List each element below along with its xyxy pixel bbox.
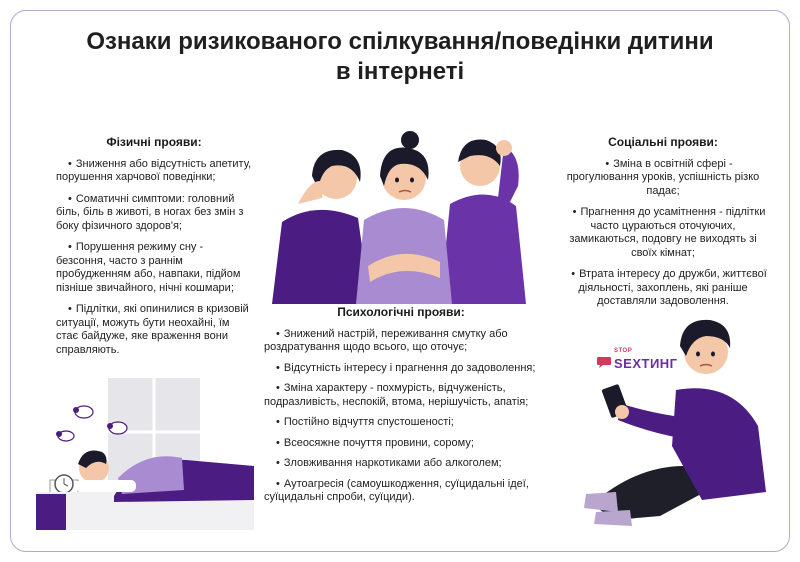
- social-list: [556, 158, 770, 309]
- alarm-clock-icon: [50, 475, 78, 494]
- physical-section: [56, 136, 252, 365]
- list-item: • Зміна характеру - похмурість, відчуженість, подразливість, неспокій, втома, нерішучість, апатія;: [264, 382, 529, 408]
- psychological-section: [264, 306, 538, 512]
- list-item: • Соматичні симптоми: головний біль, біль в животі, в ногах без змін з боку фізичного здоров'я;: [56, 192, 244, 232]
- boy-with-phone-illustration: [556, 316, 778, 530]
- list-item: • Підлітки, які опинилися в кризовій ситуації, можуть бути неохайні, їм стає байдуже, яке враження вони справляють.: [56, 303, 249, 356]
- list-item: • Аутоагресія (самоушкодження, суїцидальні ідеї, суїцидальні спроби, суїциди).: [264, 477, 529, 503]
- list-item: • Знижений настрій, переживання смутку або роздратування щодо всього, що оточує;: [264, 327, 508, 353]
- physical-heading: Фізичні прояви:: [106, 135, 202, 149]
- list-item: • Втрата інтересу до дружби, життєвої діяльності, захоплень, які раніше доставляли задоволення.: [571, 268, 767, 307]
- psychological-heading: Психологічні прояви:: [337, 305, 465, 319]
- list-item: • Всеосяжне почуття провини, сорому;: [276, 436, 474, 449]
- sleepless-boy-illustration: [36, 372, 254, 530]
- title-line-2: в інтернеті: [335, 58, 465, 85]
- psychological-list: [264, 328, 538, 505]
- three-girls-illustration: [272, 126, 542, 304]
- logo-name-text: SEXТИНГ: [614, 356, 678, 371]
- list-item: • Порушення режиму сну - безсоння, часто з раннім пробудженням або, навпаки, підйом пізніше звичайного, нічні кошмари;: [56, 241, 241, 294]
- list-item: • Зловживання наркотиками або алкоголем;: [276, 457, 502, 469]
- social-section: [556, 136, 770, 317]
- list-item: • Зниження або відсутність апетиту, порушення харчової поведінки;: [56, 157, 252, 183]
- list-item: • Постійно відчуття спустошеності;: [276, 416, 454, 428]
- list-item: • Зміна в освітній сфері - прогулювання уроків, успішність різко падає;: [566, 157, 760, 197]
- page-title: [0, 27, 800, 87]
- list-item: • Відсутність інтересу і прагнення до задоволення;: [276, 361, 536, 374]
- social-heading: Соціальні прояви:: [608, 135, 718, 149]
- list-item: • Прагнення до усамітнення - підлітки часто цураються оточуючих, замикаються, подовгу не виходять зі своїх кімнат;: [569, 206, 766, 259]
- physical-list: [56, 158, 252, 358]
- logo-stop-text: STOP: [614, 348, 633, 354]
- title-line-1: Ознаки ризикованого спілкування/поведінки дитини: [86, 28, 714, 55]
